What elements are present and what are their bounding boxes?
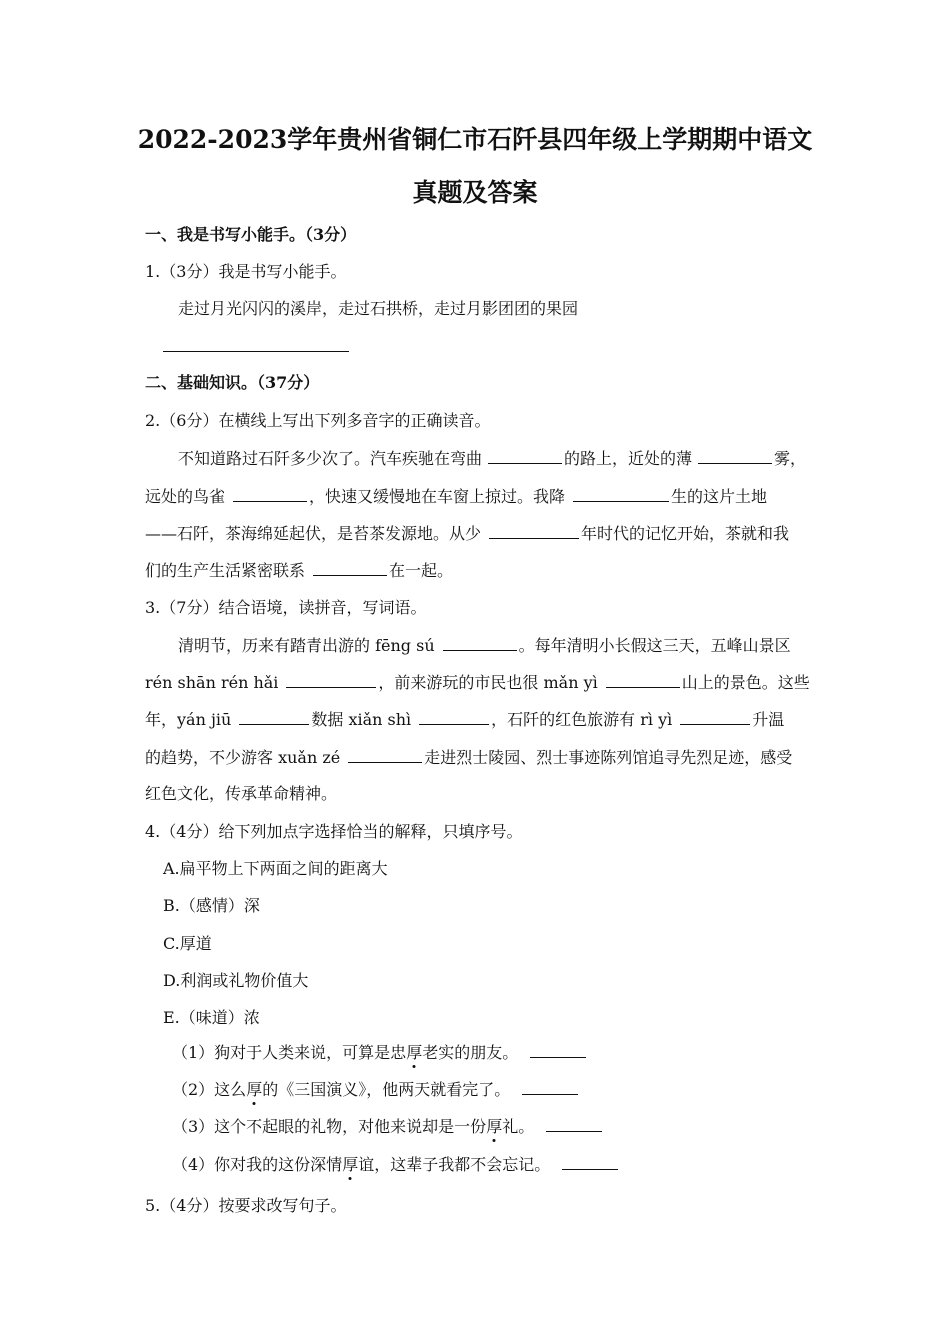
q1-label: 1.（3分）我是书写小能手。 xyxy=(145,262,347,281)
q4-item-text: 谊，这辈子我都不会忘记。 xyxy=(358,1155,551,1174)
q4-item-text: （2）这么 xyxy=(172,1080,247,1099)
q3-text: 升温 xyxy=(752,710,785,729)
q4-item-text: 老实的朋友。 xyxy=(422,1043,519,1062)
q4-option-e: E.（味道）浓 xyxy=(163,1008,260,1027)
q2-text: 的路上，近处的薄 xyxy=(564,449,693,468)
dotted-char: 厚 xyxy=(406,1043,423,1062)
q2-blank-jiang[interactable] xyxy=(573,485,669,502)
q4-item-text: 礼。 xyxy=(502,1117,535,1136)
q3-blank-yanjiu[interactable] xyxy=(239,708,309,725)
q2-text: 们的生产生活紧密联系 xyxy=(145,561,306,580)
q3-blank-fengsu[interactable] xyxy=(443,634,517,651)
q4-item-1 xyxy=(172,1041,588,1064)
q3-blank-renshanrenhai[interactable] xyxy=(286,671,376,688)
q4-option-c: C.厚道 xyxy=(163,934,212,953)
doc-title-line-1: 2022-2023学年贵州省铜仁市石阡县四年级上学期期中语文 xyxy=(137,125,813,154)
q4-blank-2[interactable] xyxy=(522,1078,578,1095)
section-2-heading: 二、基础知识。（37分） xyxy=(145,373,320,392)
q4-item-2 xyxy=(172,1078,580,1101)
q4-label: 4.（4分）给下列加点字选择恰当的解释，只填序号。 xyxy=(145,822,523,841)
q4-blank-4[interactable] xyxy=(562,1153,618,1170)
q2-label: 2.（6分）在横线上写出下列多音字的正确读音。 xyxy=(145,411,491,430)
q2-para-line-2 xyxy=(145,485,767,508)
q3-text: 走进烈士陵园、烈士事迹陈列馆追寻先烈足迹，感受 xyxy=(424,748,793,767)
q3-blank-riyi[interactable] xyxy=(680,708,750,725)
q4-item-text: （3）这个不起眼的礼物，对他来说却是一份 xyxy=(172,1117,487,1136)
q4-option-b: B.（感情）深 xyxy=(163,896,260,915)
q3-text: 清明节，历来有踏青出游的 fēng sú xyxy=(178,636,435,655)
q1-answer-blank[interactable] xyxy=(163,350,349,352)
q3-text: ，石阡的红色旅游有 rì yì xyxy=(491,710,673,729)
q2-para-line-3 xyxy=(145,522,789,545)
q2-blank-shao[interactable] xyxy=(489,522,579,539)
q3-text: rén shān rén hǎi xyxy=(145,673,279,692)
q3-text: ，前来游玩的市民也很 mǎn yì xyxy=(378,673,598,692)
q2-text: ，快速又缓慢地在车窗上掠过。我降 xyxy=(309,487,566,506)
q2-text: ——石阡，茶海绵延起伏，是苔茶发源地。从少 xyxy=(145,524,482,543)
q4-blank-1[interactable] xyxy=(530,1041,586,1058)
q3-blank-manyi[interactable] xyxy=(606,671,680,688)
q4-option-d: D.利润或礼物价值大 xyxy=(163,971,309,990)
dotted-char: 厚 xyxy=(342,1155,359,1174)
q3-blank-xianshi[interactable] xyxy=(419,708,489,725)
q3-blank-xuanze[interactable] xyxy=(348,746,422,763)
q3-para-line-1 xyxy=(178,634,791,657)
q4-item-4 xyxy=(172,1153,620,1176)
q2-blank-bao[interactable] xyxy=(698,447,772,464)
q2-para-line-1 xyxy=(178,447,806,470)
q4-item-3 xyxy=(172,1115,604,1138)
q2-text: 雾， xyxy=(774,449,807,468)
q1-text: 走过月光闪闪的溪岸，走过石拱桥，走过月影团团的果园 xyxy=(178,299,579,318)
q3-label: 3.（7分）结合语境，读拼音，写词语。 xyxy=(145,598,427,617)
q3-text: 的趋势，不少游客 xuǎn zé xyxy=(145,748,341,767)
section-1-heading: 一、我是书写小能手。（3分） xyxy=(145,225,357,244)
q4-item-text: （4）你对我的这份深情 xyxy=(172,1155,343,1174)
q3-text: 数据 xiǎn shì xyxy=(311,710,412,729)
q3-para-line-3 xyxy=(145,708,784,731)
q4-option-a: A.扁平物上下两面之间的距离大 xyxy=(163,859,388,878)
q2-text: 生的这片土地 xyxy=(671,487,768,506)
q2-text: 远处的鸟雀 xyxy=(145,487,226,506)
q4-item-text: （1）狗对于人类来说，可算是忠 xyxy=(172,1043,407,1062)
q5-label: 5.（4分）按要求改写句子。 xyxy=(145,1196,347,1215)
q4-item-text: 的《三国演义》，他两天就看完了。 xyxy=(262,1080,511,1099)
q2-text: 不知道路过石阡多少次了。汽车疾驰在弯曲 xyxy=(178,449,483,468)
q2-text: 年时代的记忆开始，茶就和我 xyxy=(581,524,790,543)
q3-para-line-2 xyxy=(145,671,810,694)
dotted-char: 厚 xyxy=(246,1080,263,1099)
q4-blank-3[interactable] xyxy=(546,1115,602,1132)
q3-text: 。每年清明小长假这三天，五峰山景区 xyxy=(518,636,791,655)
q2-blank-que[interactable] xyxy=(233,485,307,502)
q2-blank-xi[interactable] xyxy=(313,559,387,576)
q2-text: 在一起。 xyxy=(389,561,454,580)
q2-blank-qu[interactable] xyxy=(488,447,562,464)
q3-para-line-4 xyxy=(145,746,792,769)
q2-para-line-4 xyxy=(145,559,453,582)
doc-title-line-2: 真题及答案 xyxy=(412,178,538,207)
q3-text: 年，yán jiū xyxy=(145,710,232,729)
q3-text: 山上的景色。这些 xyxy=(681,673,810,692)
q3-para-line-5: 红色文化，传承革命精神。 xyxy=(145,784,338,803)
dotted-char: 厚 xyxy=(486,1117,503,1136)
